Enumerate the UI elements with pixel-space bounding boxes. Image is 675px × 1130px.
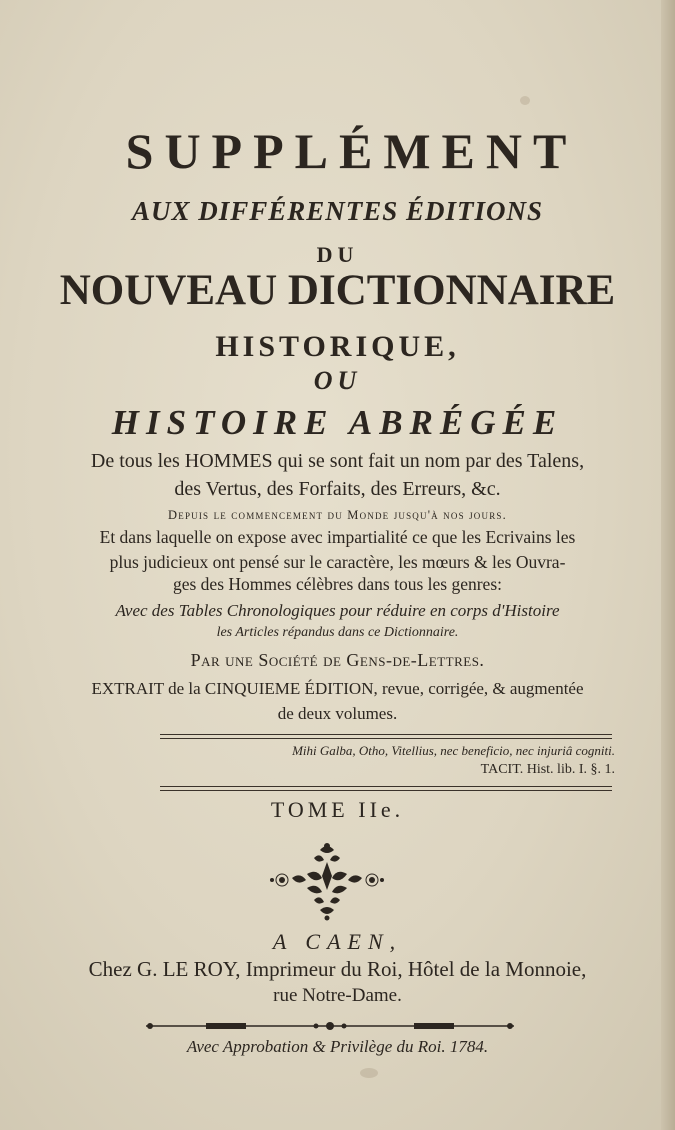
body-line-1: Et dans laquelle on expose avec impartialité ce que les Ecrivains les	[99, 527, 576, 547]
tables-line-2: les Articles répandus dans ce Dictionnaire.	[216, 625, 459, 640]
description-line-3: Depuis le commencement du Monde jusqu'à nos jours.	[168, 508, 507, 522]
description-line-2: des Vertus, des Forfaits, des Erreurs, &c.	[174, 478, 501, 500]
title-dictionary: NOUVEAU DICTIONNAIRE	[59, 267, 616, 314]
paper-stain	[360, 1068, 378, 1078]
title-supplement: SUPPLÉMENT	[125, 123, 578, 179]
printers-ornament-icon	[262, 838, 392, 923]
imprint-city: A CAEN,	[272, 929, 403, 954]
epigraph-quote: Mihi Galba, Otho, Vitellius, nec beneficio, nec injuriâ cogniti.	[292, 743, 615, 758]
tome-number: TOME IIe.	[270, 797, 405, 822]
description-line-1: De tous les HOMMES qui se sont fait un nom par des Talens,	[90, 450, 585, 472]
epigraph-source: TACIT. Hist. lib. I. §. 1.	[480, 762, 615, 777]
edition-line-2: de deux volumes.	[277, 704, 398, 723]
title-histoire-abregee: HISTOIRE ABRÉGÉE	[111, 403, 564, 442]
tables-line-1: Avec des Tables Chronologiques pour réduire en corps d'Histoire	[115, 601, 560, 620]
title-subtitle: AUX DIFFÉRENTES ÉDITIONS	[131, 196, 544, 226]
epigraph-rule-bottom	[160, 786, 612, 791]
epigraph-rule-top	[160, 734, 612, 739]
title-historique: HISTORIQUE,	[215, 330, 460, 363]
body-line-2: plus judicieux ont pensé sur le caractère, les mœurs & les Ouvra-	[109, 552, 566, 572]
ornamental-rule-icon	[146, 1020, 514, 1032]
authors-line: Par une Société de Gens-de-Lettres.	[190, 650, 485, 670]
approbation-line: Avec Approbation & Privilège du Roi. 1784.	[186, 1037, 489, 1056]
body-line-3: ges des Hommes célèbres dans tous les genres:	[172, 574, 502, 594]
imprint-street: rue Notre-Dame.	[273, 985, 402, 1006]
title-ou: OU	[313, 366, 362, 395]
ink-spot	[520, 96, 530, 105]
title-du: DU	[316, 242, 359, 267]
imprint-publisher: Chez G. LE ROY, Imprimeur du Roi, Hôtel de la Monnoie,	[88, 957, 587, 981]
edition-line-1: EXTRAIT de la CINQUIEME ÉDITION, revue, corrigée, & augmentée	[91, 679, 584, 698]
